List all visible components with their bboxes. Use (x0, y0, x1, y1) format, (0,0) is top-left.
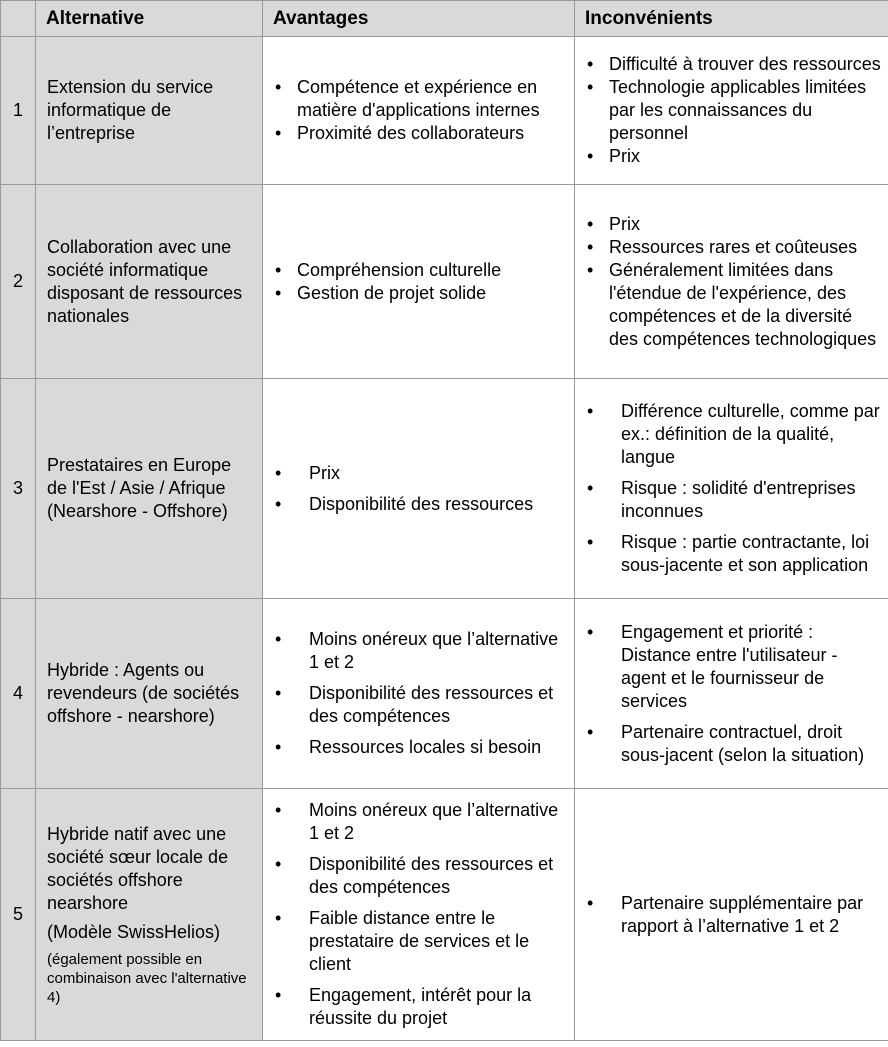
list-item: • Moins onéreux que l’alternative 1 et 2 (275, 800, 559, 843)
bullet-icon: • (275, 854, 282, 874)
row-number: 1 (1, 37, 36, 185)
alternative-model: (Modèle SwissHelios) (47, 921, 221, 942)
avantages-cell (263, 185, 575, 379)
list-item: • Ressources rares et coûteuses (587, 236, 858, 257)
bullet-icon: • (275, 259, 282, 280)
header-row (1, 1, 888, 37)
list-item: • Prix (587, 146, 640, 166)
inconvenients-list (575, 400, 883, 577)
alternative-text: Hybride : Agents ou revendeurs (de sociétés offshore - nearshore) (47, 660, 240, 726)
avantages-cell (263, 789, 575, 1041)
bullet-icon: • (275, 77, 282, 97)
list-item: • Engagement et priorité : Distance entre l'utilisateur - agent et le fournisseur de services (587, 621, 838, 711)
bullet-icon: • (587, 721, 594, 742)
list-item: • Faible distance entre le prestataire de services et le client (275, 908, 530, 974)
bullet-icon: • (587, 401, 594, 421)
row-number: 5 (1, 789, 36, 1041)
avantages-list (263, 76, 568, 145)
list-item: • Proximité des collaborateurs (275, 123, 525, 143)
bullet-icon: • (275, 123, 282, 143)
list-item: • Différence culturelle, comme par ex.: définition de la qualité, langue (587, 401, 880, 467)
bullet-icon: • (275, 683, 282, 703)
bullet-icon: • (587, 532, 594, 552)
list-item: • Prix (275, 462, 340, 483)
list-item: • Compréhension culturelle (275, 259, 502, 280)
alternative-cell (36, 185, 263, 379)
inconvenients-cell (575, 379, 888, 599)
bullet-icon: • (587, 259, 594, 280)
bullet-icon: • (587, 146, 594, 166)
row-number: 2 (1, 185, 36, 379)
list-item: • Disponibilité des ressources (275, 493, 534, 514)
alternative-text: Prestataires en Europe de l'Est / Asie / Afrique (Nearshore - Offshore) (47, 455, 232, 521)
avantages-list (263, 799, 568, 1030)
avantages-list (263, 259, 568, 305)
alternative-text: Extension du service informatique de l’entreprise (47, 77, 214, 143)
bullet-icon: • (275, 908, 282, 928)
alternative-text: Collaboration avec une société informatique disposant de ressources nationales (47, 236, 243, 326)
inconvenients-list (575, 53, 883, 168)
bullet-icon: • (275, 462, 282, 483)
row-number: 4 (1, 599, 36, 789)
list-item: • Partenaire contractuel, droit sous-jacent (selon la situation) (587, 721, 865, 765)
avantages-cell (263, 37, 575, 185)
list-item: • Risque : solidité d'entreprises inconnues (587, 478, 856, 521)
alternative-cell (36, 379, 263, 599)
list-item: • Partenaire supplémentaire par rapport à l’alternative 1 et 2 (587, 892, 864, 936)
inconvenients-list (575, 213, 883, 351)
bullet-icon: • (587, 478, 594, 498)
bullet-icon: • (587, 54, 594, 74)
bullet-icon: • (587, 892, 594, 913)
list-item: • Gestion de projet solide (275, 282, 487, 303)
bullet-icon: • (275, 985, 282, 1005)
bullet-icon: • (275, 629, 282, 649)
table-row (1, 789, 888, 1041)
alternative-cell (36, 599, 263, 789)
header-avantages: Avantages (263, 1, 575, 37)
bullet-icon: • (587, 213, 594, 234)
list-item: • Disponibilité des ressources et des compétences (275, 854, 554, 897)
list-item: • Technologie applicables limitées par les connaissances du personnel (587, 77, 867, 143)
bullet-icon: • (275, 282, 282, 303)
header-inconvenients: Inconvénients (575, 1, 888, 37)
avantages-cell (263, 379, 575, 599)
header-alternative: Alternative (36, 1, 263, 37)
inconvenients-cell (575, 599, 888, 789)
bullet-icon: • (587, 621, 594, 642)
list-item: • Moins onéreux que l’alternative 1 et 2 (275, 629, 559, 672)
list-item: • Généralement limitées dans l'étendue de l'expérience, des compétences et de la diversité des compétences technologiques (587, 259, 877, 349)
bullet-icon: • (587, 77, 594, 97)
table-row (1, 185, 888, 379)
inconvenients-cell (575, 789, 888, 1041)
alternative-cell (36, 789, 263, 1041)
table-row (1, 599, 888, 789)
list-item: • Prix (587, 213, 640, 234)
header-num (1, 1, 36, 37)
bullet-icon: • (275, 493, 282, 514)
inconvenients-list (575, 892, 883, 938)
inconvenients-list (575, 621, 883, 767)
bullet-icon: • (275, 800, 282, 820)
avantages-list (263, 628, 568, 759)
list-item: • Difficulté à trouver des ressources (587, 54, 881, 74)
list-item: • Compétence et expérience en matière d'applications internes (275, 77, 540, 120)
list-item: • Risque : partie contractante, loi sous-jacente et son application (587, 532, 870, 575)
bullet-icon: • (275, 737, 282, 757)
table-row (1, 37, 888, 185)
avantages-cell (263, 599, 575, 789)
list-item: • Engagement, intérêt pour la réussite du projet (275, 985, 532, 1028)
table-row (1, 379, 888, 599)
inconvenients-cell (575, 37, 888, 185)
avantages-list (263, 462, 568, 516)
alternative-cell (36, 37, 263, 185)
inconvenients-cell (575, 185, 888, 379)
list-item: • Disponibilité des ressources et des compétences (275, 683, 554, 726)
bullet-icon: • (587, 236, 594, 257)
row-number: 3 (1, 379, 36, 599)
alternative-text: Hybride natif avec une société sœur locale de sociétés offshore nearshore (47, 823, 229, 913)
list-item: • Ressources locales si besoin (275, 737, 542, 757)
alternative-note: (également possible en combinaison avec l'alternative 4) (47, 950, 247, 1006)
